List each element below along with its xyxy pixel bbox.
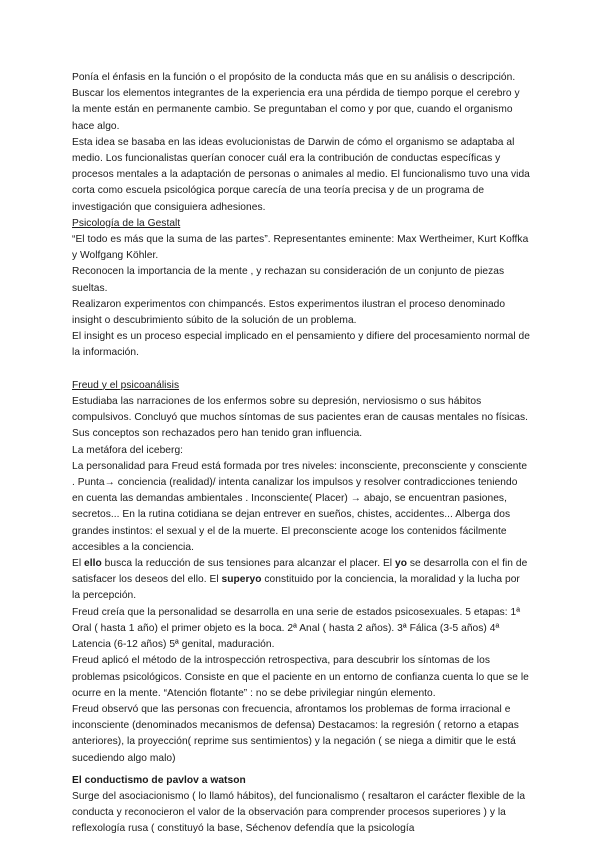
freud-paragraph-7: Freud observó que las personas con frecuencia, afrontamos los problemas de forma irracional e inconsciente (denominados mecanismos de defensa) Destacamos: la regresión ( retorno a etapas anteriores), la proyección( reprime sus sentimientos) y la negación ( se niega a dimitir que le está sucediendo algo malo) bbox=[72, 703, 519, 764]
functionalism-paragraph-2: Esta idea se basaba en las ideas evolucionistas de Darwin de cómo el organismo se adaptaba al medio. Los funcionalistas querían conocer cuál era la contribución de conductas específicas y procesos mentales a la adaptación de personas o animales al medio. El funcionalismo tuvo una vida corta como escuela psicológica porque carecía de una teoría precisa y de un programa de investigación que consiguiera adhesiones. bbox=[72, 136, 530, 213]
freud-paragraph-4 bbox=[72, 556, 530, 605]
freud-paragraph-3: La personalidad para Freud está formada por tres niveles: inconsciente, preconsciente y consciente . Punta→ conciencia (realidad)/ intenta canalizar los impulsos y resolver contradicciones teniendo en cuenta las demandas ambientales . Inconsciente( Placer) → abajo, se encuentran pasiones, secretos... En la rutina cotidiana se dejan entrever en sueños, chistes, accidentes... Alberga dos grandes instintos: el sexual y el de la muerte. El preconsciente acoge los contenidos fácilmente accesibles a la conciencia. bbox=[72, 460, 528, 553]
text-run: se desarrolla con el fin de satisfacer los deseos del ello. El bbox=[72, 558, 528, 586]
gestalt-heading: Psicología de la Gestalt bbox=[72, 217, 181, 229]
blank-line bbox=[72, 362, 530, 378]
freud-paragraph-5: Freud creía que la personalidad se desarrolla en una serie de estados psicosexuales. 5 etapas: 1ª Oral ( hasta 1 año) el primer objeto es la boca. 2ª Anal ( hasta 2 años). 3ª Fálica (3-5 años) 4ª Latencia (6-12 años) 5ª genital, maduración. bbox=[72, 606, 521, 651]
freud-paragraph-2: La metáfora del iceberg: bbox=[72, 444, 184, 456]
conductism-heading: El conductismo de pavlov a watson bbox=[72, 774, 246, 786]
gestalt-paragraph-4: El insight es un proceso especial implicado en el pensamiento y difiere del procesamiento normal de la información. bbox=[72, 331, 530, 359]
yo-term: yo bbox=[395, 558, 407, 570]
ello-term: ello bbox=[84, 558, 102, 570]
functionalism-paragraph-1: Ponía el énfasis en la función o el propósito de la conducta más que en su análisis o descripción. Buscar los elementos integrantes de la experiencia era una pérdida de tiempo porque el cerebro y la mente están en permanente cambio. Se preguntaban el como y por que, cuando el organismo hace algo. bbox=[72, 72, 520, 132]
gestalt-paragraph-1: “El todo es más que la suma de las partes”. Representantes eminente: Max Wertheimer, Kurt Koffka y Wolfgang Köhler. bbox=[72, 234, 529, 262]
conductism-paragraph-1: Surge del asociacionismo ( lo llamó hábitos), del funcionalismo ( resaltaron el carácter flexible de la conducta y reconocieron el valor de la observación para comprender procesos superiores ) y la reflexología rusa ( constituyó la base, Séchenov defendía que la psicología bbox=[72, 790, 526, 835]
freud-paragraph-6: Freud aplicó el método de la introspección retrospectiva, para descubrir los síntomas de los problemas psicológicos. Consiste en que el paciente en un entorno de confianza cuenta lo que se le ocurre en la mente. “Atención flotante” : no se debe privilegiar ningún elemento. bbox=[72, 655, 529, 699]
document-body bbox=[72, 70, 530, 838]
gestalt-paragraph-2: Reconocen la importancia de la mente , y rechazan su consideración de un conjunto de piezas sueltas. bbox=[72, 266, 505, 294]
gestalt-paragraph-3: Realizaron experimentos con chimpancés. Estos experimentos ilustran el proceso denominado insight o descubrimiento súbito de la solución de un problema. bbox=[72, 298, 506, 327]
freud-heading: Freud y el psicoanálisis bbox=[72, 379, 180, 391]
freud-paragraph-1: Estudiaba las narraciones de los enfermos sobre su depresión, nerviosismo o sus hábitos compulsivos. Concluyó que muchos síntomas de sus pacientes eran de causas mentales no físicas. Sus conceptos son rechazados pero han tenido gran influencia. bbox=[72, 396, 529, 440]
text-run: El bbox=[72, 558, 85, 570]
superyo-term: superyo bbox=[221, 574, 262, 586]
text-run: busca la reducción de sus tensiones para alcanzar el placer. El bbox=[101, 558, 395, 570]
text-run: constituido por la conciencia, la moralidad y la lucha por la percepción. bbox=[72, 574, 520, 602]
